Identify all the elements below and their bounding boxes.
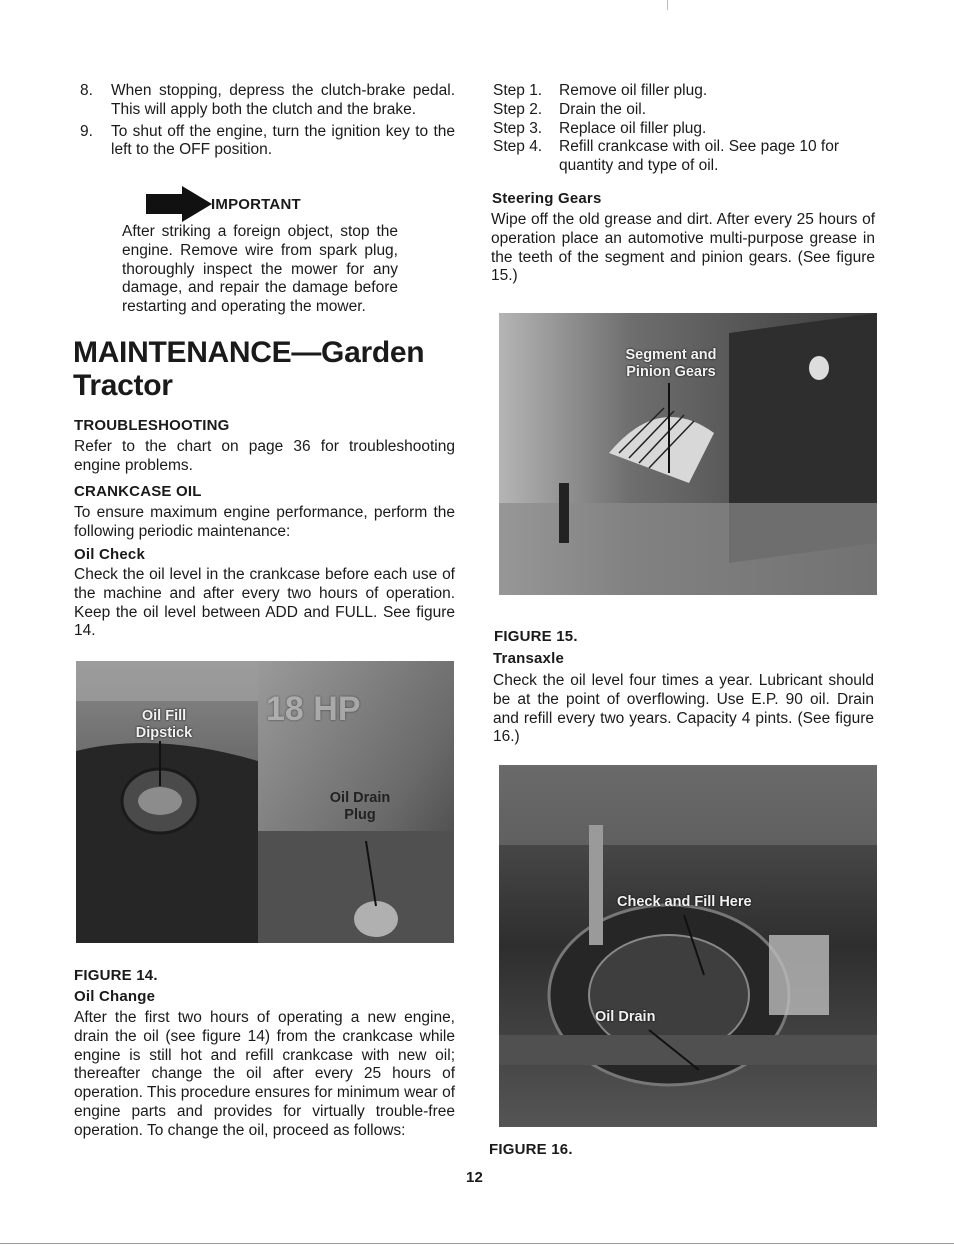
oil-drain-label: Oil Drain — [595, 1009, 656, 1025]
check-and-fill-label: Check and Fill Here — [617, 894, 752, 910]
steering-gears-heading: Steering Gears — [492, 190, 602, 207]
segment-pinion-gears-label: Segment and Pinion Gears — [625, 347, 717, 380]
page-title: MAINTENANCE—Garden Tractor — [73, 336, 425, 402]
transaxle-text: Check the oil level four times a year. Lubricant should be at the point of overflowing. Use E.P. 90 oil. Drain and refill every two years. Capacity 4 pints. (See figure 16.) — [493, 672, 874, 746]
figure-15-caption: FIGURE 15. — [494, 628, 578, 645]
step-text: Remove oil filler plug. — [559, 82, 708, 99]
figure-16-caption: FIGURE 16. — [489, 1141, 573, 1158]
oil-drain-plug-label: Oil Drain Plug — [329, 790, 391, 823]
list-item — [493, 82, 875, 101]
important-text: After striking a foreign object, stop the engine. Remove wire from spark plug, thoroughly inspect the mower for any damage, and repair the damage before restarting and operating the mower. — [122, 223, 398, 316]
oil-change-text: After the first two hours of operating a new engine, drain the oil (see figure 14) from the crankcase while engine is still hot and refill crankcase with new oil; thereafter change the oil after every 25 hours of operation. This procedure ensures for minimum wear of engine parts and provides for virtually trouble-free operation. To change the oil, proceed as follows: — [74, 1009, 455, 1139]
list-item — [493, 120, 875, 139]
list-item — [493, 101, 875, 120]
important-label: IMPORTANT — [211, 196, 301, 213]
oil-change-steps — [493, 82, 875, 176]
troubleshooting-heading: TROUBLESHOOTING — [74, 417, 230, 434]
important-arrow-icon — [146, 186, 214, 222]
crankcase-text: To ensure maximum engine performance, perform the following periodic maintenance: — [74, 504, 455, 540]
figure-14-caption: FIGURE 14. — [74, 967, 158, 984]
oil-change-heading: Oil Change — [74, 988, 156, 1005]
step-label: Step 4. — [493, 138, 543, 156]
engine-hp-badge: 18 HP — [266, 690, 361, 728]
step-label: Step 1. — [493, 82, 543, 99]
page-number: 12 — [466, 1169, 484, 1186]
crankcase-heading: CRANKCASE OIL — [74, 483, 202, 500]
transaxle-heading: Transaxle — [493, 650, 565, 667]
list-item-text: To shut off the engine, turn the ignition key to the left to the OFF position. — [111, 122, 455, 159]
step-text: Drain the oil. — [559, 100, 647, 118]
step-label: Step 3. — [493, 119, 543, 137]
list-item-number: 8. — [80, 82, 93, 99]
steering-gears-text: Wipe off the old grease and dirt. After every 25 hours of operation place an automotive multi-purpose grease in the teeth of the segment and pinion gears. (See figure 15.) — [491, 211, 875, 285]
list-item-text: When stopping, depress the clutch-brake pedal. This will apply both the clutch and the brake. — [111, 82, 455, 118]
troubleshooting-text: Refer to the chart on page 36 for troubleshooting engine problems. — [74, 438, 455, 474]
list-item — [80, 82, 455, 120]
oil-fill-dipstick-label: Oil Fill Dipstick — [135, 708, 193, 741]
page-bottom-rule — [0, 1243, 954, 1244]
step-text: Refill crankcase with oil. See page 10 for quantity and type of oil. — [559, 138, 840, 175]
list-item — [493, 138, 875, 176]
instruction-list — [80, 82, 455, 160]
figure-16-photo — [499, 765, 877, 1127]
figure-15-photo — [499, 313, 877, 595]
list-item — [80, 123, 455, 161]
page-top-mark — [667, 0, 668, 10]
oil-check-heading: Oil Check — [74, 546, 145, 563]
step-label: Step 2. — [493, 100, 543, 118]
figure-14-photo — [76, 661, 454, 943]
oil-check-text: Check the oil level in the crankcase before each use of the machine and after every two hours of operation. Keep the oil level between ADD and FULL. See figure 14. — [74, 566, 455, 640]
list-item-number: 9. — [80, 122, 93, 140]
step-text: Replace oil filler plug. — [559, 119, 707, 137]
